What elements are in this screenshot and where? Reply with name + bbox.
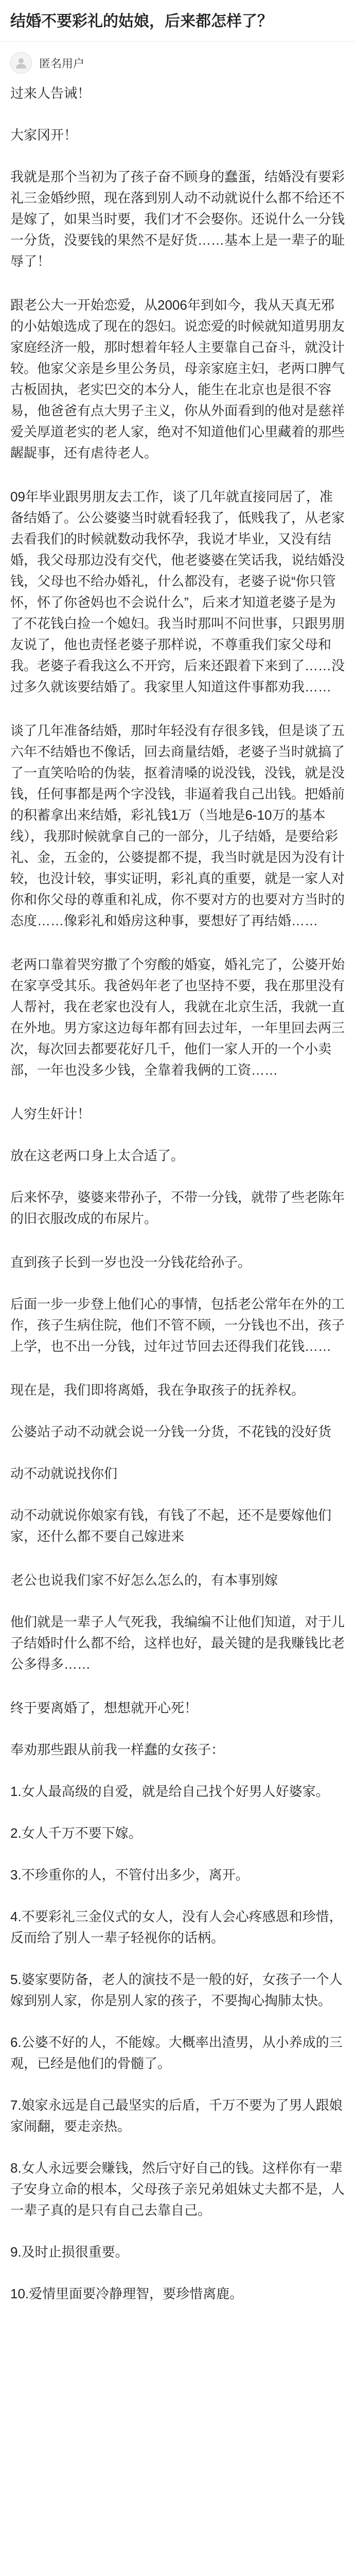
anonymous-user-icon xyxy=(14,56,28,70)
answer-paragraph: 人穷生奸计！ xyxy=(10,1106,91,1122)
question-title[interactable]: 结婚不要彩礼的姑娘，后来都怎样了？ xyxy=(10,13,273,30)
answer-paragraph: 奉劝那些跟从前我一样蠢的女孩子： xyxy=(10,1742,225,1757)
answer-paragraph: 直到孩子长到一岁也没一分钱花给孙子。 xyxy=(10,1255,252,1270)
answer-paragraph: 后面一步一步登上他们心的事情，包括老公常年在外的工作，孩子生病住院，他们不管不顾，一分钱也不出，孩子上学，也不出一分钱，过年过节回去还得我们花钱…… xyxy=(10,1296,345,1354)
answer-paragraph: 谈了几年准备结婚，那时年轻没有存很多钱，但是谈了五六年不结婚也不像话，回去商量结婚，老婆子当时就搞了了一直笑哈哈的伪装，抠着清嗓的说没钱，没钱，就是没钱，任何事都是两个字没钱，非逼着我自己出钱。把婚前的积蓄拿出来结婚，彩礼钱1万（当地是6-10万的基本线），我那时候就拿自己的一部分，儿子结婚，是要给彩礼、金，五金的，公婆提都不提，我当时就是因为没有计较，也没计较，事实证明，彩礼真的重要，就是一家人对你和你父母的尊重和礼成，你不要对方的也要对方当时的态度……像彩礼和婚房这种事，要想好了再结婚…… xyxy=(10,723,345,928)
answer-paragraph: 终于要离婚了，想想就开心死！ xyxy=(10,1700,198,1716)
answer-paragraph: 动不动就说找你们 xyxy=(10,1466,118,1481)
answer-paragraph: 动不动就说你娘家有钱，有钱了不起，还不是要嫁他们家，还什么都不要自己嫁进来 xyxy=(10,1507,332,1544)
answer-paragraph: 老公也说我们家不好怎么怎么的，有本事别嫁 xyxy=(10,1572,278,1588)
answer-paragraph: 大家冈开！ xyxy=(10,127,78,143)
advice-item: 3.不珍重你的人，不管付出多少，离开。 xyxy=(10,1867,249,1883)
advice-item: 4.不要彩礼三金仪式的女人，没有人会心疼感恩和珍惜，反而给了别人一辈子轻视你的话柄。 xyxy=(10,1909,343,1945)
answer-paragraph: 过来人告诫！ xyxy=(10,86,91,101)
advice-item: 9.及时止损很重要。 xyxy=(10,2244,129,2260)
advice-item: 2.女人千万不要下嫁。 xyxy=(10,1825,142,1841)
advice-item: 10.爱情里面要冷静理智，要珍惜离鹿。 xyxy=(10,2286,243,2301)
advice-item: 5.婆家要防备，老人的演技不是一般的好，女孩子一个人嫁到别人家，你是别人家的孩子，不要掏心掏肺太快。 xyxy=(10,1972,343,2008)
avatar[interactable] xyxy=(10,52,32,74)
answer-paragraph: 后来怀孕，婆婆来带孙子，不带一分钱，就带了些老陈年的旧衣服改成的布尿片。 xyxy=(10,1190,345,1226)
advice-item: 6.公婆不好的人，不能嫁。大概率出渣男，从小养成的三观，已经是他们的骨髓了。 xyxy=(10,2035,343,2071)
question-header xyxy=(0,0,355,42)
answer-paragraph: 我就是那个当初为了孩子奋不顾身的蠢蛋，结婚没有要彩礼三金婚纱照，现在落到别人动不动就说什么都不给还不是嫁了，如果当时要，我们才不会娶你。还说什么一分钱一分货，没要钱的果然不是好货……基本上是一辈子的耻辱了！ xyxy=(10,169,345,269)
answer-paragraph: 老两口靠着哭穷撒了个穷酸的婚宴，婚礼完了，公婆开始在家享受其乐。我爸妈年老了也坚持不要，我在那里没有人帮衬，我在老家也没有人，我就在北京生活，我就一直在外地。男方家这边每年都有回去过年，一年里回去两三次，每次回去都要花好几千，他们一家人开的一个小卖部，一年也没多少钱，全靠着我俩的工资…… xyxy=(10,957,345,1078)
answer-paragraph: 他们就是一辈子人气死我，我编编不让他们知道，对于儿子结婚时什么都不给，这样也好，最关键的是我赚钱比老公多得多…… xyxy=(10,1614,345,1672)
author-name[interactable]: 匿名用户 xyxy=(39,57,85,70)
answer-paragraph: 跟老公大一开始恋爱，从2006年到如今，我从天真无邪的小姑娘选成了现在的怨妇。说恋爱的时候就知道男朋友家庭经济一般，那时想着年轻人主要靠自己奋斗，就没计较。他家父亲是乡里公务员，母亲家庭主妇，老两口脾气古板固执，老实巴交的本分人，能生在北京也是很不容易，他爸爸有点大男子主义，你从外面看到的他对是慈祥爱关厚道老实的老人家，绝对不知道他们心里藏着的那些龌龊事，还有虐待老人。 xyxy=(10,297,345,461)
answer-paragraph: 放在这老两口身上太合适了。 xyxy=(10,1148,185,1163)
advice-item: 8.女人永远要会赚钱，然后守好自己的钱。这样你有一辈子安身立命的根本，父母孩子亲兄弟姐妹丈夫都不是，人一辈子真的是只有自己去靠自己。 xyxy=(10,2160,345,2218)
answer-paragraph: 公婆站子动不动就会说一分钱一分货，不花钱的没好货 xyxy=(10,1424,332,1439)
advice-item: 7.娘家永远是自己最坚实的后盾，千万不要为了男人跟娘家闹翻，要走亲热。 xyxy=(10,2097,343,2134)
author-row[interactable] xyxy=(0,42,355,79)
answer-content xyxy=(0,79,355,2304)
answer-paragraph: 09年毕业跟男朋友去工作，谈了几年就直接同居了，准备结婚了。公公婆婆当时就看轻我了，低贱我了，从老家去看我们的时候就数动我怀孕，我说才毕业，又没有结婚，我父母那边没有交代，他老婆婆在笑话我，说结婚没钱，父母也不给办婚礼，什么都没有，老婆子说“你只管怀，怀了你爸妈也不会说什么”，后来才知道老婆子是为了不花钱白捡一个媳妇。我当时那叫不问世事，只跟男朋友说了，他也责怪老婆子那样说，不尊重我们家父母和我。老婆子看我这么不开窍，后来还跟着下来到了……没过多久就该要结婚了。我家里人知道这件事都劝我…… xyxy=(10,489,345,694)
advice-item: 1.女人最高级的自爱，就是给自己找个好男人好婆家。 xyxy=(10,1784,329,1799)
answer-paragraph: 现在是，我们即将离婚，我在争取孩子的抚养权。 xyxy=(10,1382,305,1398)
